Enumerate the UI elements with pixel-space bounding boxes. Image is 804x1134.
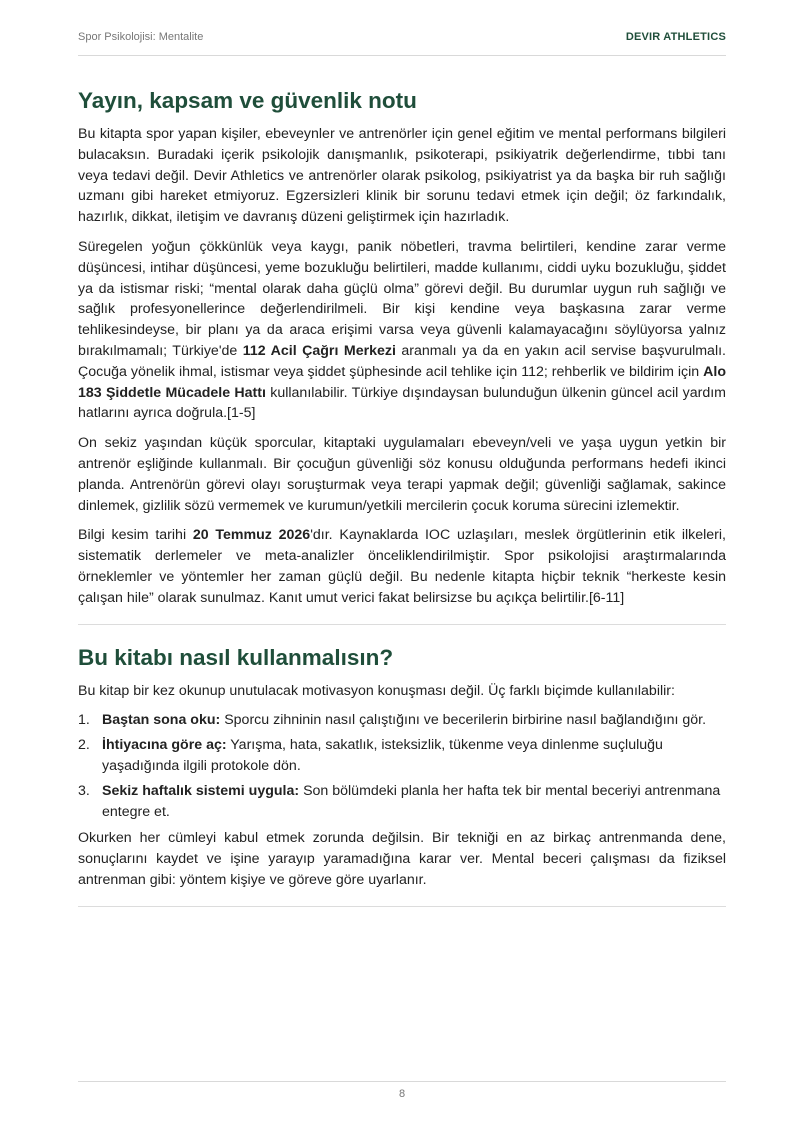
- text-run: 'dır. Kaynaklarda IOC uzlaşıları, meslek örgütlerinin etik ilkeleri, sistematik derlemeler ve meta-analizler önceliklendirilmiştir. Spor psikolojisi araştırmalarında örneklemler ve yöntemler her zaman güçlü değil. Bu nedenle kitapta hiçbir teknik “herkeste kesin çalışan hile” olarak sunulmaz. Kanıt umut verici fakat belirsizse bu açıkça belirtilir.[6-11]: [78, 527, 726, 606]
- list-item-text: Son bölümdeki planla her hafta tek bir mental beceriyi antrenmana entegre et.: [102, 782, 721, 820]
- list-number: 1.: [78, 712, 90, 729]
- paragraph-usage-intro: Bu kitap bir kez okunup unutulacak motivasyon konuşması değil. Üç farklı biçimde kullanılabilir:: [78, 682, 675, 699]
- text-run: aranmalı ya da en yakın acil servise başvurulmalı. Çocuğa yönelik ihmal, istismar veya şiddet şüphesinde acil tehlike için 112; rehberlik ve bildirim için: [78, 342, 726, 380]
- paragraph-usage-outro: Okurken her cümleyi kabul etmek zorunda değilsin. Bir tekniği en az birkaç antrenmanda dene, sonuçlarını kaydet ve işine yarayıp yaramadığına karar ver. Mental beceri çalışması da fiziksel antrenman gibi: yöntem kişiye ve göreve göre uyarlanır.: [78, 830, 726, 888]
- brand-name: DEVIR ATHLETICS: [625, 31, 726, 43]
- cutoff-date: 20 Temmuz 2026: [192, 527, 311, 544]
- list-number: 3.: [78, 782, 90, 799]
- hotline-183: Alo 183 Şiddetle Mücadele Hattı: [78, 363, 726, 401]
- paragraph-minors: On sekiz yaşından küçük sporcular, kitaptaki uygulamaları ebeveyn/veli ve yaşa uygun yetkin bir antrenör eşliğinde kullanmalı. Bir çocuğun güvenliği söz konusu olduğunda performans hedefi ikinci planda. Antrenörün görevi olayı soruşturmak veya terapi yapmak değil; güvenliği sağlamak, sakince dinlemek, gizlilik sözü vermemek ve kurumun/yetkili mercilerin çocuk koruma sürecini izlemektir.: [78, 435, 726, 514]
- list-item-lead: Sekiz haftalık sistemi uygula:: [102, 782, 300, 799]
- usage-list: [78, 710, 726, 822]
- list-item: [78, 781, 726, 823]
- list-item-lead: İhtiyacına göre aç:: [102, 737, 227, 754]
- list-item-lead: Baştan sona oku:: [102, 712, 221, 729]
- text-run: Süregelen yoğun çökkünlük veya kaygı, panik nöbetleri, travma belirtileri, kendine zarar verme düşüncesi, intihar düşüncesi, yeme bozukluğu belirtileri, madde kullanımı, ciddi uyku bozukluğu, şiddet ya da istismar riski; “mental olarak daha güçlü olma” görevi değil. Bu durumlar uygun ruh sağlığı ve sağlık profesyonellerince değerlendirilmeli. Bir kişi kendine veya başkasına zarar verme tehlikesindeyse, bir planı ya da araca erişimi varsa veya güvenli kalamayacağını söylüyorsa yalnız bırakılmamalı; Türkiye'de: [78, 238, 726, 359]
- list-number: 2.: [78, 737, 90, 754]
- list-item: [78, 710, 726, 731]
- text-run: kullanılabilir. Türkiye dışındaysan bulunduğun ülkenin güncel acil yardım hatlarını ayrıca doğrula.[1-5]: [78, 384, 726, 422]
- list-item: [78, 735, 726, 777]
- list-item-text: Sporcu zihninin nasıl çalıştığını ve becerilerin birbirine nasıl bağlandığını gör.: [220, 712, 707, 729]
- section-divider: [78, 624, 726, 625]
- text-run: Bilgi kesim tarihi: [78, 527, 193, 544]
- paragraph-scope: Bu kitapta spor yapan kişiler, ebeveynler ve antrenörler için genel eğitim ve mental performans bilgileri bulacaksın. Buradaki içerik psikolojik danışmanlık, psikoterapi, psikiyatrik değerlendirme, tıbbi tanı veya tedavi değil. Devir Athletics ve antrenörler olarak psikolog, psikiyatrist ya da başka bir ruh sağlığı uzmanı gibi hareket etmiyoruz. Egzersizleri klinik bir sorunu tedavi etmek için değil; öz farkındalık, hazırlık, dikkat, iletişim ve davranış düzeni geliştirmek için hazırladık.: [78, 126, 726, 226]
- page-content: [78, 86, 726, 925]
- page-number: 8: [398, 1088, 406, 1100]
- running-title: Spor Psikolojisi: Mentalite: [78, 31, 204, 43]
- list-item-text: Yarışma, hata, sakatlık, isteksizlik, tükenme veya dinlenme suçluluğu yaşadığında ilgili protokole dön.: [102, 737, 663, 774]
- section-title-safety: Yayın, kapsam ve güvenlik notu: [78, 88, 417, 113]
- emergency-number-112: 112 Acil Çağrı Merkezi: [242, 342, 396, 359]
- page-footer: [78, 1081, 726, 1100]
- paragraph-emergency: [78, 237, 726, 424]
- section-title-usage: Bu kitabı nasıl kullanmalısın?: [78, 644, 394, 670]
- page-header: [78, 31, 726, 56]
- section-divider: [78, 906, 726, 907]
- paragraph-cutoff: [78, 525, 726, 608]
